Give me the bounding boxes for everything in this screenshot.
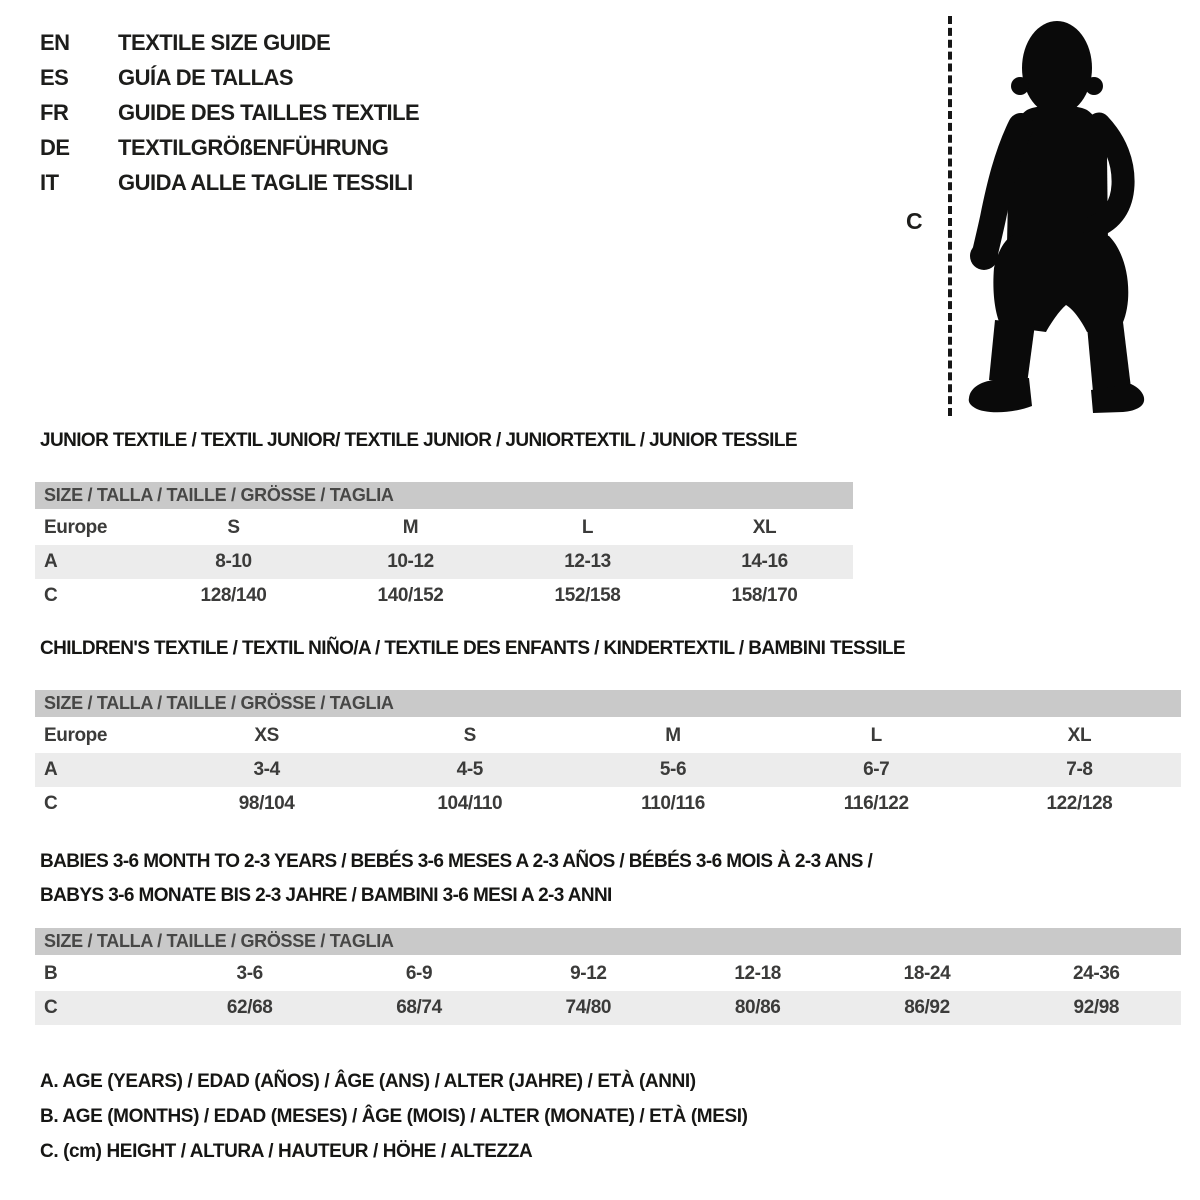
babies-size-table [35,928,1181,1025]
row-label: C [44,585,58,606]
language-code: IT [40,170,59,195]
table-cell: 80/86 [734,997,781,1018]
babies-section-title [40,845,872,913]
children-size-band: SIZE / TALLA / TAILLE / GRÖSSE / TAGLIA [35,690,1181,717]
junior-section-title: JUNIOR TEXTILE / TEXTIL JUNIOR/ TEXTILE JUNIOR / JUNIORTEXTIL / JUNIOR TESSILE [40,430,797,451]
table-cell: XL [752,517,777,538]
table-cell: 110/116 [641,793,705,814]
children-table-body [35,719,1181,821]
language-title-list [40,30,419,205]
table-cell: 116/122 [843,793,909,814]
children-row-europe [35,719,1181,753]
junior-row-height [35,579,853,613]
babies-row-height [35,991,1181,1025]
table-cell: 8-10 [215,551,252,572]
guide-title-it: GUIDA ALLE TAGLIE TESSILI [118,170,413,195]
table-cell: XL [1067,725,1092,746]
row-label: Europe [44,517,108,538]
table-cell: M [402,517,419,538]
guide-title-es: GUÍA DE TALLAS [118,65,294,90]
table-cell: 6-7 [863,759,890,780]
table-cell: S [463,725,476,746]
table-cell: 140/152 [377,585,444,606]
babies-title-line2: BABYS 3-6 MONATE BIS 2-3 JAHRE / BAMBINI 3-6 MESI A 2-3 ANNI [40,885,612,906]
table-cell: 62/68 [226,997,273,1018]
table-cell: 12-18 [734,963,781,984]
table-cell: 122/128 [1046,793,1113,814]
children-section-title: CHILDREN'S TEXTILE / TEXTIL NIÑO/A / TEXTILE DES ENFANTS / KINDERTEXTIL / BAMBINI TESSILE [40,638,905,659]
table-cell: 128/140 [200,585,267,606]
babies-title-line1: BABIES 3-6 MONTH TO 2-3 YEARS / BEBÉS 3-6 MESES A 2-3 AÑOS / BÉBÉS 3-6 MOIS À 2-3 ANS / [40,851,873,872]
height-measure-dashed-line [948,16,952,416]
language-code: EN [40,30,70,55]
table-cell: 86/92 [904,997,950,1018]
children-size-table [35,690,1181,821]
language-row-en [40,30,419,55]
table-cell: 92/98 [1073,997,1120,1018]
table-cell: 7-8 [1066,759,1093,780]
row-label: B [44,963,58,984]
table-cell: 104/110 [437,793,503,814]
table-cell: 5-6 [659,759,687,780]
table-cell: 10-12 [387,551,434,572]
language-code: DE [40,135,70,160]
table-cell: 18-24 [903,963,951,984]
children-row-age [35,753,1181,787]
row-label: A [44,551,58,572]
babies-row-months [35,957,1181,991]
table-cell: 6-9 [405,963,433,984]
table-cell: 74/80 [565,997,612,1018]
table-cell: L [870,725,882,746]
junior-table-body [35,511,853,613]
table-cell: L [581,517,594,538]
junior-size-band: SIZE / TALLA / TAILLE / GRÖSSE / TAGLIA [35,482,853,509]
table-cell: S [227,517,240,538]
row-label: C [44,793,58,814]
row-label: A [44,759,58,780]
table-cell: 98/104 [238,793,295,814]
table-cell: XS [254,725,279,746]
language-row-fr [40,100,420,125]
table-cell: 9-12 [570,963,607,984]
table-cell: 14-16 [741,551,788,572]
table-cell: 152/158 [554,585,621,606]
table-cell: 4-5 [456,759,483,780]
table-cell: 158/170 [731,585,798,606]
children-row-height [35,787,1181,821]
guide-title-fr: GUIDE DES TAILLES TEXTILE [118,100,420,125]
row-label: Europe [44,725,108,746]
table-cell: 12-13 [564,551,611,572]
legend-line-c: C. (cm) HEIGHT / ALTURA / HAUTEUR / HÖHE / ALTEZZA [40,1141,533,1162]
junior-size-table [35,482,853,613]
language-row-es [40,65,419,90]
language-code: ES [40,65,69,90]
guide-title-en: TEXTILE SIZE GUIDE [118,30,331,55]
measurement-legend [40,1064,748,1169]
babies-size-band: SIZE / TALLA / TAILLE / GRÖSSE / TAGLIA [35,928,1181,955]
table-cell: 3-6 [236,963,263,984]
junior-row-europe [35,511,853,545]
guide-title-de: TEXTILGRÖßENFÜHRUNG [118,135,389,160]
table-cell: 24-36 [1073,963,1120,984]
table-cell: 3-4 [253,759,280,780]
toddler-silhouette-icon [955,12,1145,417]
table-cell: M [665,725,681,746]
legend-line-a: A. AGE (YEARS) / EDAD (AÑOS) / ÂGE (ANS) / ALTER (JAHRE) / ETÀ (ANNI) [40,1071,696,1092]
language-code: FR [40,100,69,125]
table-cell: 68/74 [396,997,442,1018]
language-row-it [40,170,419,195]
language-row-de [40,135,419,160]
height-measure-label: C [906,208,923,234]
babies-table-body [35,957,1181,1025]
junior-row-age [35,545,853,579]
row-label: C [44,997,58,1018]
legend-line-b: B. AGE (MONTHS) / EDAD (MESES) / ÂGE (MOIS) / ALTER (MONATE) / ETÀ (MESI) [40,1106,748,1127]
